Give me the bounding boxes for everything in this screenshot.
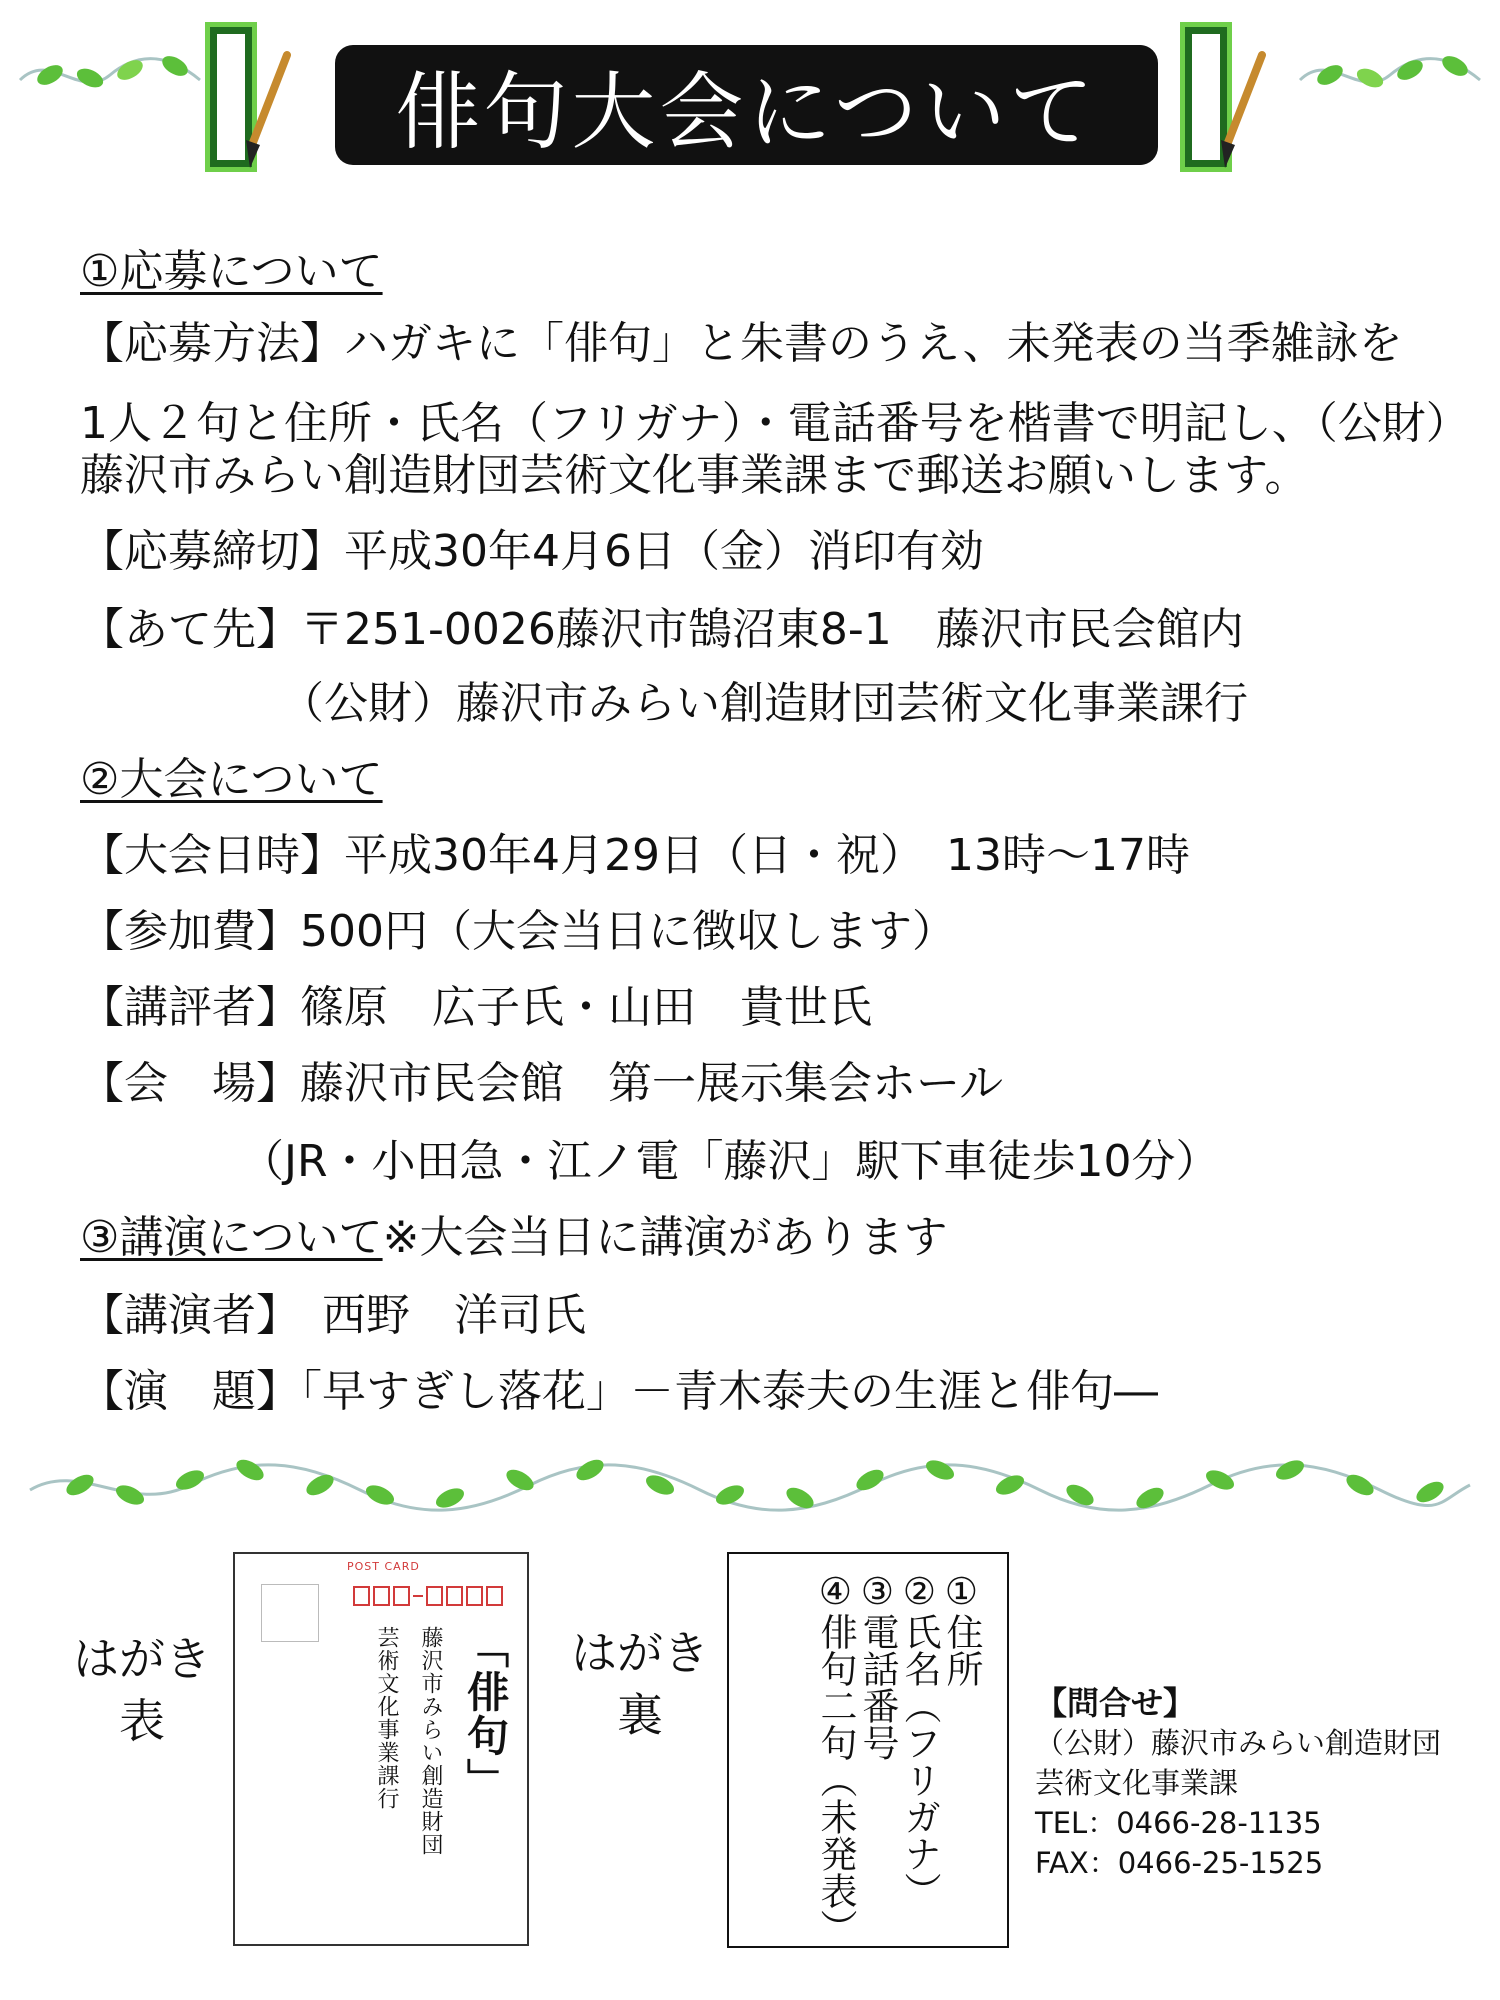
section-3-note: ※大会当日に講演があります xyxy=(382,1212,948,1263)
application-method-line-3: 藤沢市みらい創造財団芸術文化事業課まで郵送お願いします。 xyxy=(80,450,1309,501)
vine-divider xyxy=(20,1440,1480,1530)
contact-tel: TEL：0466-28-1135 xyxy=(1035,1806,1322,1840)
vine-decoration-left xyxy=(10,40,210,110)
brush-icon-left xyxy=(232,50,302,170)
postcard-haiku-label: 「俳句」 xyxy=(461,1626,510,1802)
section-3-heading: ③講演について xyxy=(80,1212,383,1263)
postcard-back-label-line-2: 裏 xyxy=(617,1688,663,1742)
deadline-line: 【応募締切】平成30年4月6日（金）消印有効 xyxy=(80,526,984,577)
postcard-back xyxy=(727,1552,1009,1948)
section-3-heading-row xyxy=(80,1212,947,1264)
postcard-address-line-2: 芸術文化事業課行 xyxy=(374,1626,399,1810)
postcard-back-item-address: ①住所 xyxy=(940,1570,983,1687)
postcard-back-item-phone: ③電話番号 xyxy=(856,1570,899,1761)
postcard-front-label-line-1: はがき xyxy=(73,1632,211,1686)
contact-fax: FAX：0466-25-1525 xyxy=(1035,1846,1324,1880)
contact-heading: 【問合せ】 xyxy=(1035,1684,1196,1722)
lecture-topic-line: 【演 題】「早すぎし落花」－青木泰夫の生涯と俳句― xyxy=(80,1366,1158,1417)
application-method-line-2: 1人２句と住所・氏名（フリガナ）・電話番号を楷書で明記し、（公財） xyxy=(80,398,1470,449)
postal-code-boxes xyxy=(353,1586,503,1606)
stamp-box xyxy=(261,1584,319,1642)
judges-line: 【講評者】篠原 広子氏・山田 貴世氏 xyxy=(80,982,872,1033)
application-method-line-1: 【応募方法】ハガキに「俳句」と朱書のうえ、未発表の当季雑詠を xyxy=(80,318,1403,369)
postcard-back-label-line-1: はがき xyxy=(571,1626,709,1680)
postcard-back-label xyxy=(560,1622,720,1746)
section-2-heading: ②大会について xyxy=(80,754,383,805)
postcard-front xyxy=(233,1552,529,1946)
postcard-front-label-line-2: 表 xyxy=(119,1694,165,1748)
title-banner xyxy=(335,45,1158,165)
page-title: 俳句大会について xyxy=(395,62,1098,161)
contact-dept: 芸術文化事業課 xyxy=(1035,1766,1239,1800)
postcard-front-label xyxy=(62,1628,222,1752)
postcard-back-item-haiku: ④俳句二句（未発表） xyxy=(814,1570,857,1946)
brush-icon-right xyxy=(1207,50,1277,170)
section-1-heading: ①応募について xyxy=(80,246,383,297)
contact-info xyxy=(1035,1683,1441,1883)
postcard-address-line-1: 藤沢市みらい創造財団 xyxy=(418,1626,443,1856)
address-line-1: 【あて先】〒251-0026藤沢市鵠沼東8-1 藤沢市民会館内 xyxy=(80,604,1244,655)
postcard-back-item-name: ②氏名（フリガナ） xyxy=(898,1570,941,1909)
event-datetime-line: 【大会日時】平成30年4月29日（日・祝） 13時～17時 xyxy=(80,830,1190,881)
vine-decoration-right xyxy=(1290,40,1490,110)
venue-line-1: 【会 場】藤沢市民会館 第一展示集会ホール xyxy=(80,1058,1004,1109)
speaker-line: 【講演者】 西野 洋司氏 xyxy=(80,1290,586,1341)
address-line-2: （公財）藤沢市みらい創造財団芸術文化事業課行 xyxy=(280,678,1248,729)
fee-line: 【参加費】500円（大会当日に徴収します） xyxy=(80,906,956,957)
postcard-mark: POST CARD xyxy=(347,1560,420,1573)
venue-line-2: （JR・小田急・江ノ電「藤沢」駅下車徒歩10分） xyxy=(240,1136,1220,1187)
contact-org: （公財）藤沢市みらい創造財団 xyxy=(1035,1726,1442,1760)
